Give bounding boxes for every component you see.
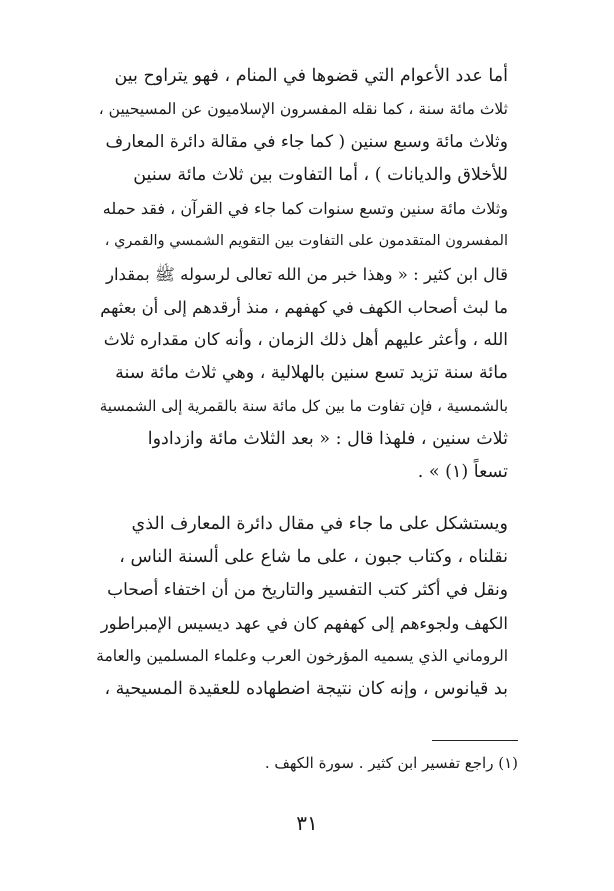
page-number: ٣١ <box>296 811 318 835</box>
text-line: الروماني الذي يسميه المؤرخون العرب وعلماء المسلمين والعامة <box>96 647 508 665</box>
text-line: ما لبث أصحاب الكهف في كهفهم ، منذ أرقدهم إلى أن بعثهم <box>100 298 508 317</box>
text-line: ثلاث سنين ، فلهذا قال : « بعد الثلاث مائة وازدادوا <box>147 429 508 449</box>
text-line: وثلاث مائة سنين وتسع سنوات كما جاء في القرآن ، فقد حمله <box>102 199 508 218</box>
text-line: المفسرون المتقدمون على التفاوت بين التقويم الشمسي والقمري ، <box>104 233 508 249</box>
text-line: الكهف ولجوءهم إلى كهفهم كان في عهد ديسيس الإمبراطور <box>100 614 508 633</box>
text-line: تسعاً (١) » . <box>417 462 508 482</box>
text-line: ويستشكل على ما جاء في مقال دائرة المعارف الذي <box>131 514 508 534</box>
footnote-divider <box>432 740 518 741</box>
text-line: قال ابن كثير : « وهذا خبر من الله تعالى لرسوله ﷺ بمقدار <box>105 265 508 284</box>
text-line: مائة سنة تزيد تسع سنين بالهلالية ، وهي ثلاث مائة سنة <box>115 363 508 383</box>
text-line: للأخلاق والديانات ) ، أما التفاوت بين ثلاث مائة سنين <box>133 165 508 185</box>
text-line: وثلاث مائة وسبع سنين ( كما جاء في مقالة دائرة المعارف <box>105 132 508 152</box>
text-line: بد قيانوس ، وإنه كان نتيجة اضطهاده للعقيدة المسيحية ، <box>104 679 508 699</box>
text-line: نقلناه ، وكتاب جبون ، على ما شاع على ألسنة الناس ، <box>119 547 508 567</box>
footnote: (١) راجع تفسير ابن كثير . سورة الكهف . <box>264 754 518 772</box>
text-line: الله ، وأعثر عليهم أهل ذلك الزمان ، وأنه كان مقداره ثلاث <box>103 330 508 350</box>
text-line: أما عدد الأعوام التي قضوها في المنام ، فهو يتراوح بين <box>114 66 508 86</box>
text-line: بالشمسية ، فإن تفاوت ما بين كل مائة سنة بالقمرية إلى الشمسية <box>99 397 508 415</box>
paragraph-2 <box>96 508 508 706</box>
paragraph-1 <box>96 60 508 489</box>
text-line: ونقل في أكثر كتب التفسير والتاريخ من أن اختفاء أصحاب <box>107 580 508 600</box>
text-line: ثلاث مائة سنة ، كما نقله المفسرون الإسلاميون عن المسيحيين ، <box>98 100 508 118</box>
